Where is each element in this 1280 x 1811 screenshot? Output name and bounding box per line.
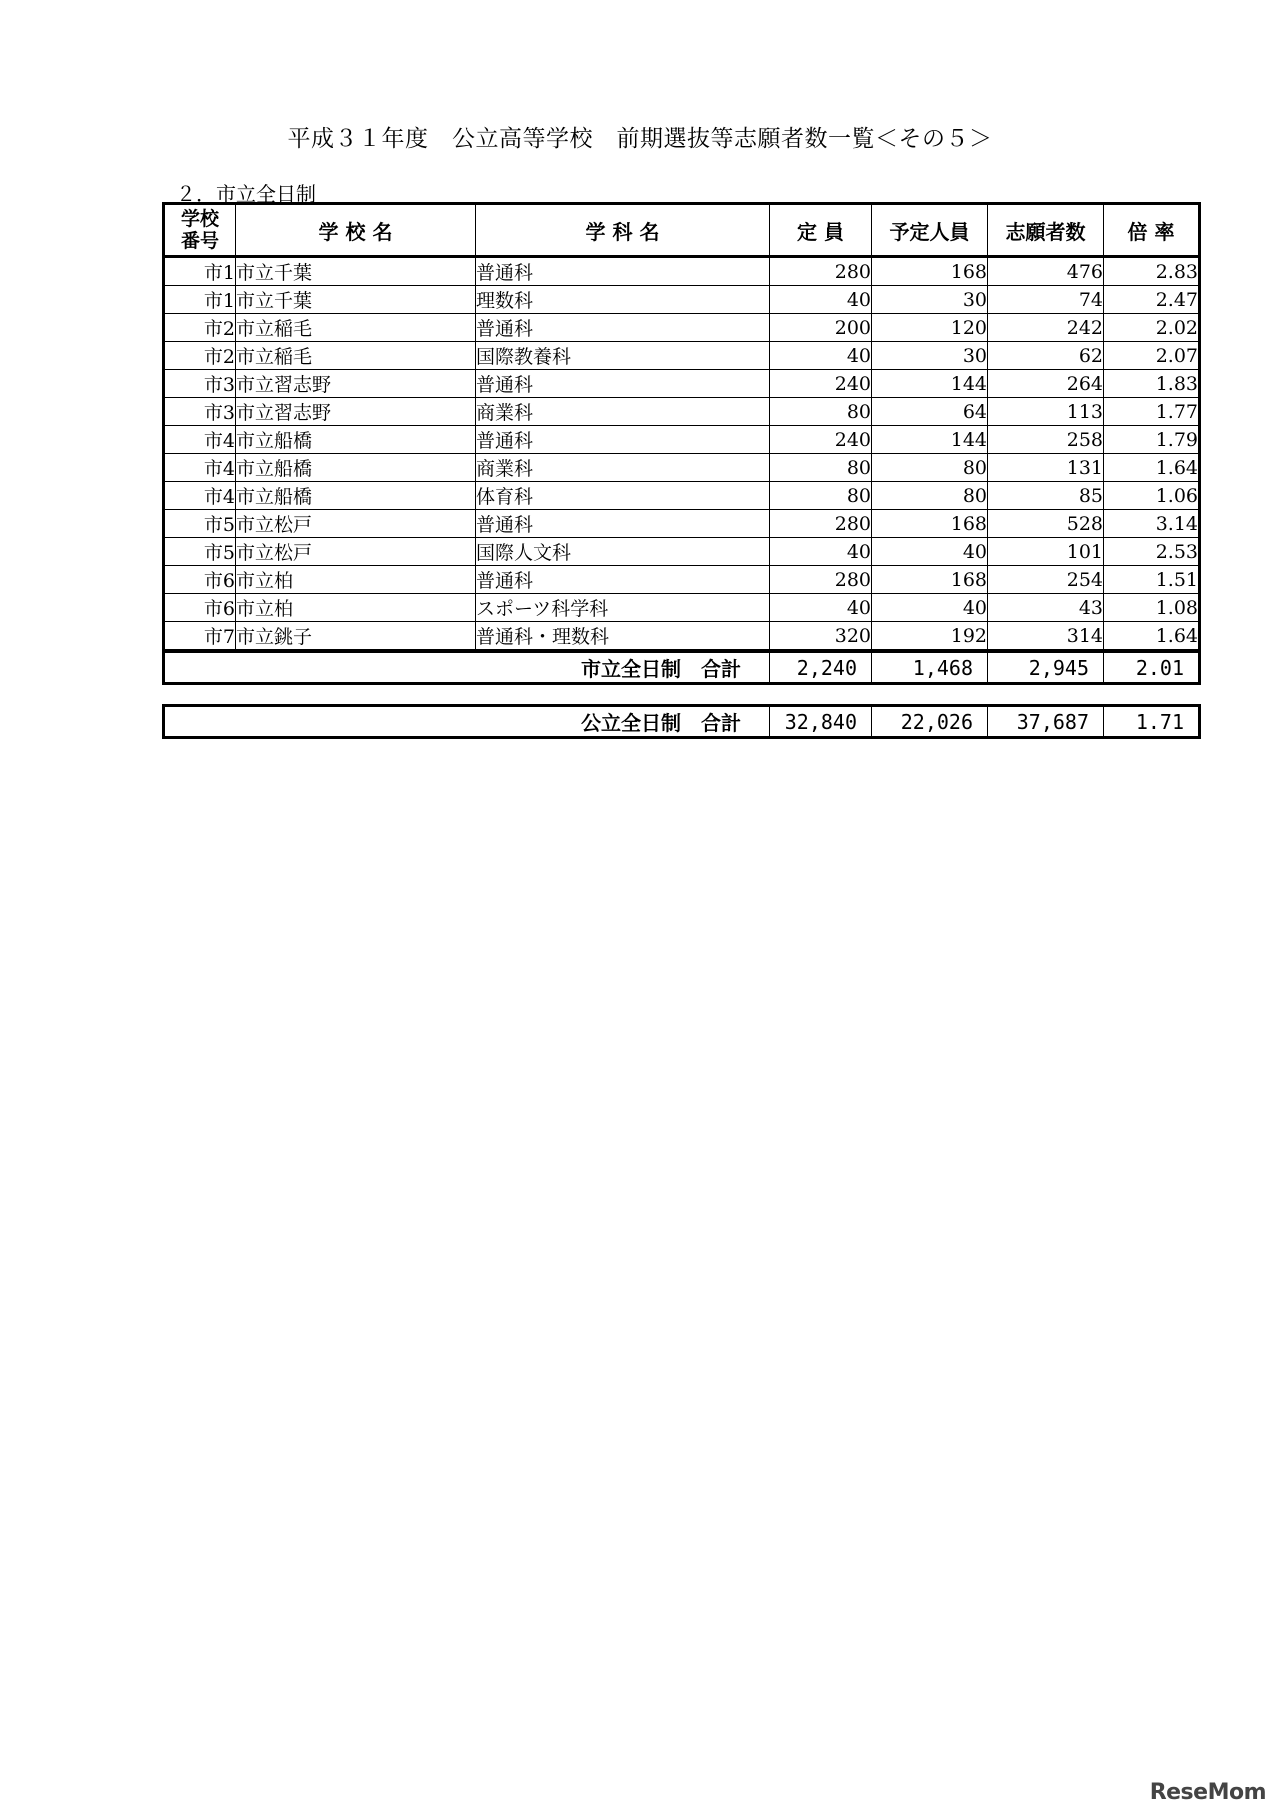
school-no-cell: 市6 [164,594,236,622]
table-row [164,594,1200,622]
ratio-cell: 2.83 [1104,257,1200,286]
school-name-cell: 市立船橋 [236,482,476,510]
header-school-no: 学校 番号 [164,204,236,257]
school-no-cell: 市5 [164,538,236,566]
total-row-municipal [162,650,1201,685]
section-heading: ２．市立全日制 [176,182,316,206]
department-cell: スポーツ科学科 [476,594,770,622]
department-cell: 普通科 [476,566,770,594]
school-no-cell: 市5 [164,510,236,538]
total-label: 市立全日制 合計 [581,657,741,681]
school-name-cell: 市立銚子 [236,622,476,651]
planned-cell: 168 [872,257,988,286]
department-cell: 商業科 [476,454,770,482]
school-no-cell: 市6 [164,566,236,594]
capacity-cell: 240 [770,426,872,454]
capacity-cell: 240 [770,370,872,398]
department-cell: 普通科 [476,257,770,286]
table-row [164,257,1200,286]
ratio-cell: 3.14 [1104,510,1200,538]
ratio-cell: 2.02 [1104,314,1200,342]
applicants-cell: 528 [988,510,1104,538]
applicants-cell: 314 [988,622,1104,651]
planned-cell: 80 [872,454,988,482]
school-no-cell: 市3 [164,370,236,398]
applicants-cell: 85 [988,482,1104,510]
applicants-cell: 43 [988,594,1104,622]
resemom-logo: ReseMom [1149,1780,1266,1805]
total-ratio: 2.01 [1104,652,1200,684]
planned-cell: 192 [872,622,988,651]
ratio-cell: 2.47 [1104,286,1200,314]
applicants-cell: 74 [988,286,1104,314]
table-row [164,370,1200,398]
school-no-cell: 市4 [164,482,236,510]
capacity-cell: 280 [770,566,872,594]
ratio-cell: 2.53 [1104,538,1200,566]
total-applicants: 37,687 [988,706,1104,738]
planned-cell: 80 [872,482,988,510]
department-cell: 普通科 [476,370,770,398]
school-no-cell: 市1 [164,257,236,286]
table-row [164,454,1200,482]
table-header-row [164,204,1200,257]
table-row [164,510,1200,538]
applicants-cell: 242 [988,314,1104,342]
capacity-cell: 280 [770,510,872,538]
planned-cell: 144 [872,426,988,454]
total-label: 公立全日制 合計 [581,711,741,735]
planned-cell: 40 [872,594,988,622]
school-no-cell: 市4 [164,426,236,454]
ratio-cell: 1.06 [1104,482,1200,510]
applicants-cell: 476 [988,257,1104,286]
table-row [164,566,1200,594]
table-row [164,342,1200,370]
ratio-cell: 1.79 [1104,426,1200,454]
school-name-cell: 市立習志野 [236,370,476,398]
school-name-cell: 市立習志野 [236,398,476,426]
planned-cell: 120 [872,314,988,342]
applicants-cell: 62 [988,342,1104,370]
department-cell: 国際人文科 [476,538,770,566]
ratio-cell: 1.64 [1104,622,1200,651]
ratio-cell: 1.08 [1104,594,1200,622]
applicants-cell: 131 [988,454,1104,482]
capacity-cell: 280 [770,257,872,286]
school-no-cell: 市2 [164,314,236,342]
school-no-cell: 市3 [164,398,236,426]
applicants-cell: 113 [988,398,1104,426]
school-name-cell: 市立稲毛 [236,342,476,370]
applicants-cell: 254 [988,566,1104,594]
header-applicants: 志願者数 [988,204,1104,257]
school-name-cell: 市立船橋 [236,454,476,482]
applicants-cell: 264 [988,370,1104,398]
page-title: 平成３１年度 公立高等学校 前期選抜等志願者数一覧＜その５＞ [287,126,993,152]
header-capacity: 定 員 [770,204,872,257]
department-cell: 普通科・理数科 [476,622,770,651]
school-name-cell: 市立千葉 [236,257,476,286]
planned-cell: 40 [872,538,988,566]
table-row [164,426,1200,454]
table-row [164,286,1200,314]
total-planned: 22,026 [872,706,988,738]
total-row-public [162,704,1201,739]
school-name-cell: 市立柏 [236,566,476,594]
total-planned: 1,468 [872,652,988,684]
header-ratio: 倍 率 [1104,204,1200,257]
capacity-cell: 80 [770,398,872,426]
school-no-cell: 市1 [164,286,236,314]
header-department: 学 科 名 [476,204,770,257]
planned-cell: 30 [872,286,988,314]
department-cell: 普通科 [476,510,770,538]
capacity-cell: 40 [770,594,872,622]
planned-cell: 168 [872,510,988,538]
school-name-cell: 市立松戸 [236,510,476,538]
total-applicants: 2,945 [988,652,1104,684]
department-cell: 商業科 [476,398,770,426]
header-planned: 予定人員 [872,204,988,257]
capacity-cell: 200 [770,314,872,342]
applicants-cell: 101 [988,538,1104,566]
school-no-cell: 市2 [164,342,236,370]
department-cell: 理数科 [476,286,770,314]
school-name-cell: 市立柏 [236,594,476,622]
applicants-table [162,202,1201,652]
header-school-name: 学 校 名 [236,204,476,257]
planned-cell: 144 [872,370,988,398]
ratio-cell: 1.64 [1104,454,1200,482]
department-cell: 体育科 [476,482,770,510]
capacity-cell: 40 [770,538,872,566]
ratio-cell: 1.51 [1104,566,1200,594]
school-no-cell: 市4 [164,454,236,482]
total-capacity: 32,840 [770,706,872,738]
table-row [164,622,1200,651]
school-name-cell: 市立千葉 [236,286,476,314]
department-cell: 普通科 [476,314,770,342]
capacity-cell: 80 [770,454,872,482]
applicants-cell: 258 [988,426,1104,454]
table-row [164,482,1200,510]
planned-cell: 30 [872,342,988,370]
total-ratio: 1.71 [1104,706,1200,738]
department-cell: 国際教養科 [476,342,770,370]
school-no-cell: 市7 [164,622,236,651]
capacity-cell: 80 [770,482,872,510]
school-name-cell: 市立松戸 [236,538,476,566]
table-row [164,314,1200,342]
school-name-cell: 市立稲毛 [236,314,476,342]
school-name-cell: 市立船橋 [236,426,476,454]
department-cell: 普通科 [476,426,770,454]
capacity-cell: 40 [770,342,872,370]
ratio-cell: 1.77 [1104,398,1200,426]
planned-cell: 64 [872,398,988,426]
planned-cell: 168 [872,566,988,594]
table-row [164,538,1200,566]
table-row [164,398,1200,426]
capacity-cell: 320 [770,622,872,651]
ratio-cell: 1.83 [1104,370,1200,398]
ratio-cell: 2.07 [1104,342,1200,370]
capacity-cell: 40 [770,286,872,314]
total-capacity: 2,240 [770,652,872,684]
